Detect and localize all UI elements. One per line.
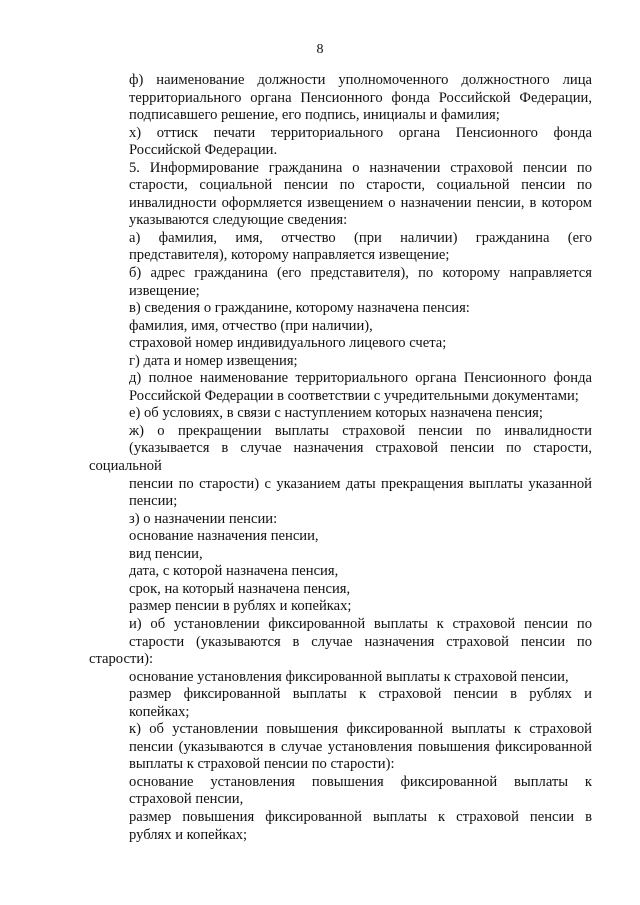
- paragraph-f: ф) наименование должности уполномоченного должностного лица территориального органа Пенсионного фонда Российской Федерации, подписавшего решение, его подпись, инициалы и фамилия;: [129, 72, 592, 124]
- paragraph-v: в) сведения о гражданине, которому назначена пенсия:: [129, 300, 470, 317]
- paragraph-i: и) об установлении фиксированной выплаты к страховой пенсии по старости (указываются в случае назначения страховой пенсии по старости):: [89, 615, 592, 668]
- paragraph-z-basis: основание назначения пенсии,: [129, 528, 319, 545]
- paragraph-i-basis: основание установления фиксированной выплаты к страховой пенсии,: [129, 668, 569, 685]
- paragraph-k: к) об установлении повышения фиксированной выплаты к страховой пенсии (указываются в случае установления повышения фиксированной выплаты к страховой пенсии по старости):: [129, 721, 592, 773]
- paragraph-z-amount: размер пенсии в рублях и копейках;: [129, 598, 352, 615]
- paragraph-g: г) дата и номер извещения;: [129, 352, 298, 369]
- paragraph-i-amount: размер фиксированной выплаты к страховой пенсии в рублях и копейках;: [129, 686, 592, 720]
- paragraph-z: з) о назначении пенсии:: [129, 510, 278, 527]
- paragraph-d: д) полное наименование территориального органа Пенсионного фонда Российской Федерации в соответствии с учредительными документами;: [129, 370, 592, 404]
- paragraph-k-basis: основание установления повышения фиксированной выплаты к страховой пенсии,: [129, 773, 592, 808]
- paragraph-5: 5. Информирование гражданина о назначении страховой пенсии по старости, социальной пенсии по старости, социальной пенсии по инвалидности оформляется извещением о назначении пенсии, в котором указываются следующие сведения:: [129, 159, 592, 229]
- paragraph-v-name: фамилия, имя, отчество (при наличии),: [129, 317, 373, 334]
- paragraph-k-amount: размер повышения фиксированной выплаты к страховой пенсии в рублях и копейках;: [129, 808, 592, 843]
- paragraph-z-date: дата, с которой назначена пенсия,: [129, 563, 339, 580]
- paragraph-v-snils: страховой номер индивидуального лицевого счета;: [129, 335, 447, 352]
- paragraph-b: б) адрес гражданина (его представителя), по которому направляется извещение;: [129, 265, 592, 299]
- paragraph-zh: ж) о прекращении выплаты страховой пенсии по инвалидности (указывается в случае назначения страховой пенсии по старости, социальной пенсии по старости) с указанием даты прекращения выплаты указанной пенсии;: [89, 422, 592, 510]
- document-body: [89, 72, 592, 844]
- page-number: 8: [316, 42, 324, 57]
- paragraph-e: е) об условиях, в связи с наступлением которых назначена пенсия;: [129, 405, 543, 422]
- paragraph-a: а) фамилия, имя, отчество (при наличии) гражданина (его представителя), которому направляется извещение;: [129, 229, 592, 264]
- paragraph-z-type: вид пенсии,: [129, 545, 203, 562]
- paragraph-z-term: срок, на который назначена пенсия,: [129, 580, 351, 597]
- paragraph-h: х) оттиск печати территориального органа Пенсионного фонда Российской Федерации.: [129, 124, 592, 159]
